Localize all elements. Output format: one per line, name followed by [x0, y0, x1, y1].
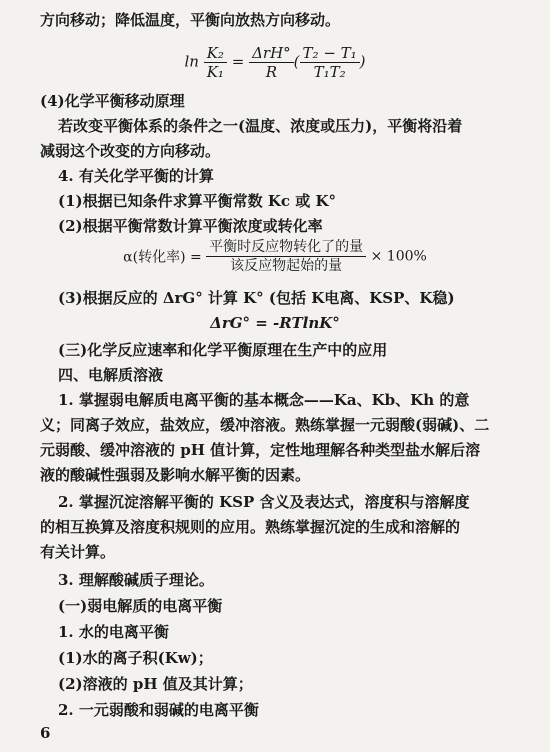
eq-denominator: K₁ — [206, 63, 224, 81]
eq-denominator: R — [265, 63, 278, 81]
eq-fraction-enthalpy — [249, 44, 294, 81]
equation-conversion-rate — [0, 238, 550, 275]
equation-gibbs: ΔrG° = -RTlnK° — [210, 314, 340, 332]
eq-numerator: K₂ — [204, 44, 227, 63]
text-line: 1. 水的电离平衡 — [58, 623, 169, 641]
text-line: 2. 一元弱酸和弱碱的电离平衡 — [58, 701, 259, 719]
eq-paren-open: ( — [293, 52, 300, 71]
eq-fraction-k — [204, 44, 227, 81]
eq-denominator: 该反应物起始的量 — [230, 258, 343, 274]
text-line: (2)溶液的 pH 值及其计算； — [58, 675, 253, 693]
section-heading: 3. 理解酸碱质子理论。 — [58, 571, 214, 589]
equation-van-t-hoff — [0, 44, 550, 81]
text-line: 若改变平衡体系的条件之一(温度、浓度或压力)，平衡将沿着 — [58, 117, 463, 135]
text-line: 义；同离子效应，盐效应，缓冲溶液。熟练掌握一元弱酸(弱碱)、二 — [40, 416, 490, 434]
eq-ln: ln — [184, 52, 199, 71]
eq-lhs: α(转化率) = — [123, 249, 202, 266]
text-line: 元弱酸、缓冲溶液的 pH 值计算，定性地理解各种类型盐水解后溶 — [40, 441, 481, 459]
eq-fraction-temp — [300, 44, 360, 81]
section-heading: 4. 有关化学平衡的计算 — [58, 167, 214, 185]
eq-numerator: T₂ − T₁ — [300, 44, 360, 63]
text-line: (1)水的离子积(Kw)； — [58, 649, 213, 667]
text-line: 方向移动；降低温度，平衡向放热方向移动。 — [40, 11, 341, 29]
text-line: (1)根据已知条件求算平衡常数 Kc 或 K° — [58, 192, 337, 210]
text-line: (4)化学平衡移动原理 — [40, 92, 185, 110]
text-line: (3)根据反应的 ΔrG° 计算 K° (包括 K电离、KSP、K稳) — [58, 289, 455, 307]
text-line: 减弱这个改变的方向移动。 — [40, 142, 221, 160]
text-line: 2. 掌握沉淀溶解平衡的 KSP 含义及表达式，溶度积与溶解度 — [58, 493, 470, 511]
text-line: 液的酸碱性强弱及影响水解平衡的因素。 — [40, 466, 311, 484]
page-number: 6 — [40, 724, 51, 742]
text-line: 1. 掌握弱电解质电离平衡的基本概念——Ka、Kb、Kh 的意 — [58, 391, 470, 409]
eq-equals: = — [231, 52, 245, 71]
section-heading: (一)弱电解质的电离平衡 — [58, 597, 223, 615]
text-line: (2)根据平衡常数计算平衡浓度或转化率 — [58, 217, 323, 235]
text-line: 的相互换算及溶度积规则的应用。熟练掌握沉淀的生成和溶解的 — [40, 518, 461, 536]
eq-numerator: ΔrH° — [249, 44, 294, 63]
text-line: (三)化学反应速率和化学平衡原理在生产中的应用 — [58, 341, 388, 359]
eq-tail: × 100% — [370, 248, 427, 265]
eq-numerator: 平衡时反应物转化了的量 — [206, 238, 366, 257]
text-line: 有关计算。 — [40, 543, 116, 561]
eq-denominator: T₁T₂ — [313, 63, 346, 81]
section-heading: 四、电解质溶液 — [58, 366, 164, 384]
eq-fraction-conversion — [206, 238, 366, 275]
eq-paren-close: ) — [359, 52, 366, 71]
